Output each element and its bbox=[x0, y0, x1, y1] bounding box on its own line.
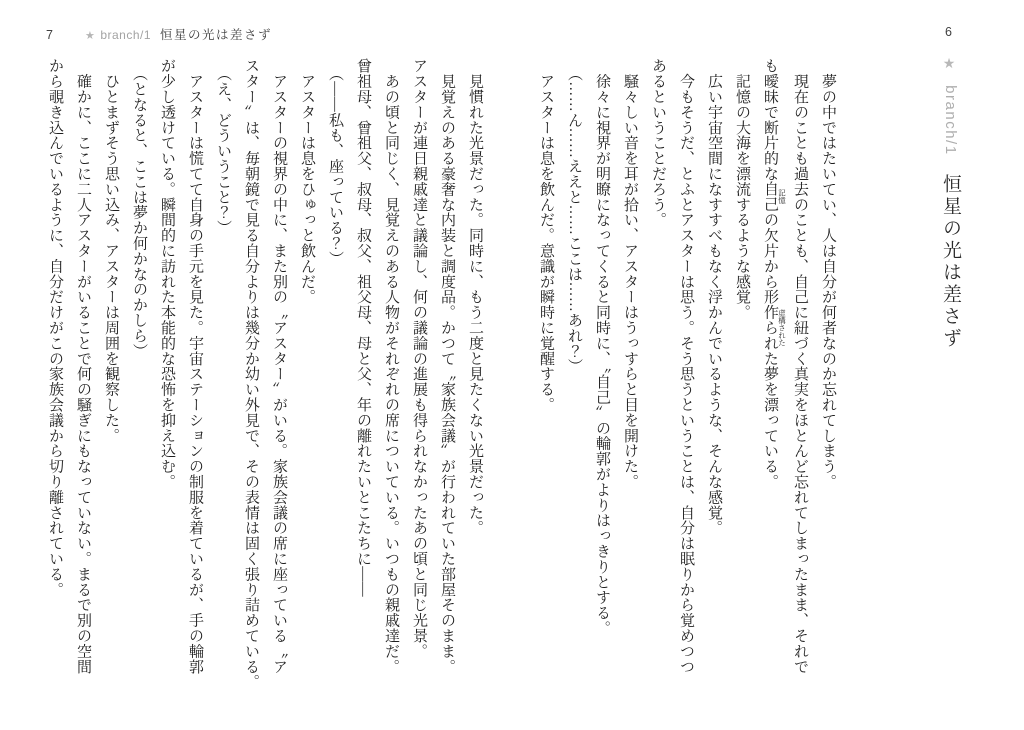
text-column: も曖昧で断片的な自己 記憶の欠片から形作られた 虚構された夢を漂っている。 bbox=[762, 58, 787, 490]
text-column: 夢の中ではたいてい、人は自分が何者なのか忘れてしまう。 bbox=[820, 58, 836, 490]
text-column: 広い宇宙空間になすすべもなく浮かんでいるような、そんな感覚。 bbox=[706, 58, 722, 536]
text-column: 曾祖母、曾祖父、叔母、叔父、祖父母、母と父、年の離れたいとこたちに―― bbox=[355, 58, 371, 597]
running-title: 恒星の光は差さず bbox=[160, 28, 273, 42]
text-column: スター〟は、毎朝鏡で見る自分よりは幾分か幼い外見で、その表情は固く張り詰めている。 bbox=[243, 58, 259, 690]
running-header bbox=[46, 25, 272, 43]
chapter-title: 恒星の光は差さず bbox=[940, 173, 961, 350]
chapter-branch-text: branch/1 bbox=[942, 85, 959, 156]
text-column: あるということだろう。 bbox=[650, 58, 666, 228]
page-left-text bbox=[41, 58, 489, 690]
star-icon: ★ bbox=[84, 30, 96, 42]
text-column: ひとまずそう思い込み、アスターは周囲を観察した。 bbox=[103, 58, 119, 443]
text-column: アスターが連日親戚達と議論し、何の議論の進展も得られなかったあの頃と同じ光景。 bbox=[411, 58, 427, 659]
branch-label-text: branch/1 bbox=[100, 28, 152, 42]
text-column: 見慣れた光景だった。同時に、もう二度と見たくない光景だった。 bbox=[467, 58, 483, 536]
branch-label bbox=[85, 28, 151, 42]
page-right-text bbox=[532, 58, 842, 690]
text-column: （――私も、座っている？） bbox=[327, 58, 343, 267]
text-column: アスターは息を飲んだ。意識が瞬時に覚醒する。 bbox=[538, 58, 554, 413]
page-number-right: 6 bbox=[945, 25, 952, 39]
star-icon: ★ bbox=[942, 56, 958, 74]
page-number-left: 7 bbox=[46, 28, 53, 42]
text-column: アスターは慌てて自身の手元を見た。宇宙ステーションの制服を着ているが、手の輪郭 bbox=[187, 58, 203, 674]
text-column: アスターは息をひゅっと飲んだ。 bbox=[299, 58, 315, 305]
text-column: アスターの視界の中に、また別の〝アスター〟がいる。家族会議の席に座っている〝ア bbox=[271, 58, 287, 674]
text-column: （……ん……ええと……ここは……あれ？） bbox=[566, 58, 582, 374]
text-column: 見覚えのある豪奢な内装と調度品。かつて〝家族会議〟が行われていた部屋そのまま。 bbox=[439, 58, 455, 674]
text-column: 徐々に視界が明瞭になってくると同時に、〝自己〟の輪郭がよりはっきりとする。 bbox=[594, 58, 610, 636]
text-column: 現在のことも過去のことも、自己に紐づく真実をほとんど忘れてしまったまま、それで bbox=[792, 58, 808, 674]
text-column: が少し透けている。瞬間的に訪れた本能的な恐怖を抑え込む。 bbox=[159, 58, 175, 490]
text-column: 今もそうだ、とふとアスターは思う。そう思うということは、自分は眠りから覚めつつ bbox=[678, 58, 694, 674]
text-column: から覗き込んでいるように、自分だけがこの家族会議から切り離されている。 bbox=[47, 58, 63, 597]
chapter-branch bbox=[942, 56, 959, 156]
text-column: （え、どういうこと？） bbox=[215, 58, 231, 236]
text-column: 確かに、ここに二人アスターがいることで何の騒ぎにもなっていない。まるで別の空間 bbox=[75, 58, 91, 674]
text-column: あの頃と同じく、見覚えのある人物がそれぞれの席についている。いつもの親戚達だ。 bbox=[383, 58, 399, 674]
text-column: 騒々しい音を耳が拾い、アスターはうっすらと目を開けた。 bbox=[622, 58, 638, 490]
text-column: （となると、ここは夢か何かなのかしら） bbox=[131, 58, 147, 359]
chapter-heading bbox=[941, 56, 960, 350]
text-column: 記憶の大海を漂流するような感覚。 bbox=[734, 58, 750, 320]
